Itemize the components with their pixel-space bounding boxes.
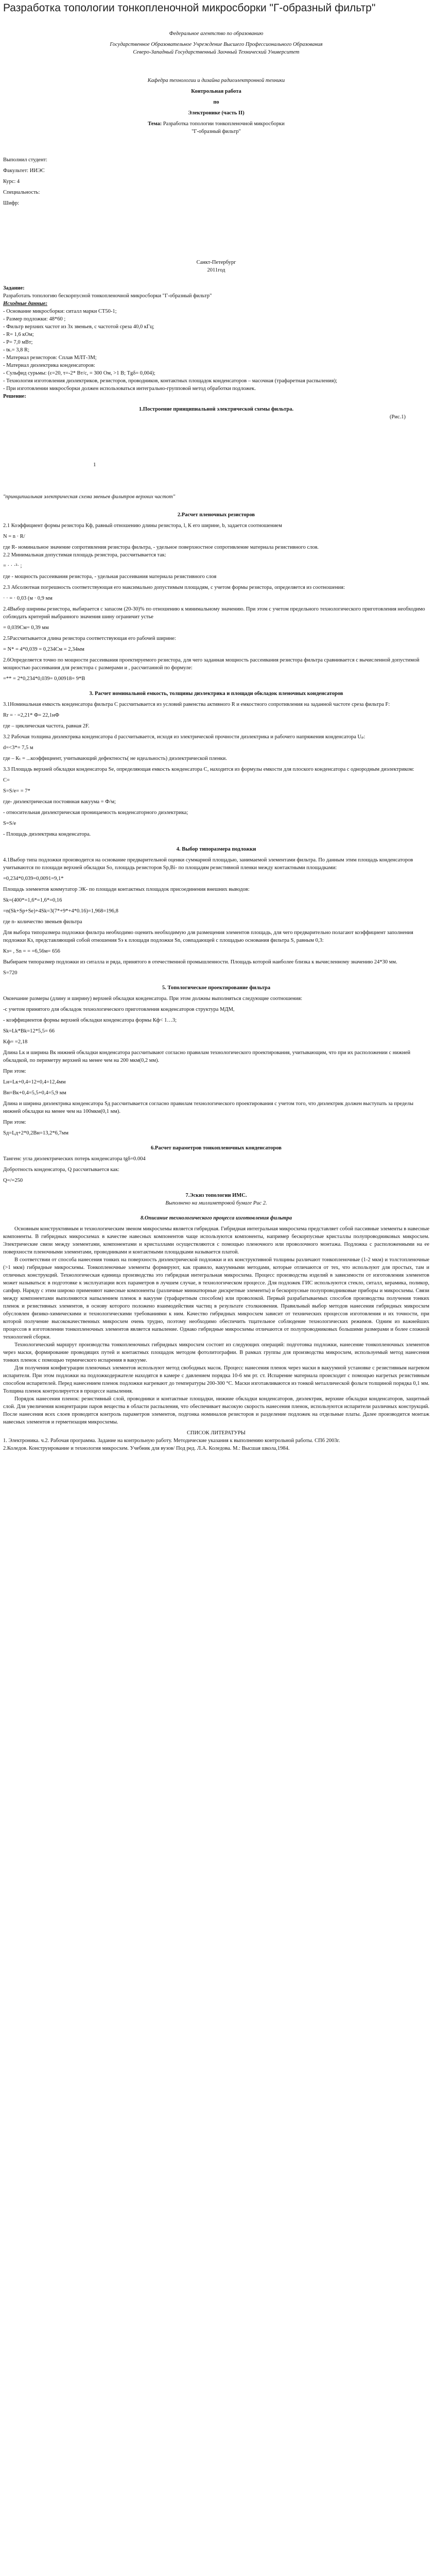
formula: Sk=Lk*Bk=12*5,5= 66 xyxy=(3,1028,55,1034)
paragraph: где - мощность рассеивания резистора, - удельная рассеивания материала резистивного слоя xyxy=(3,574,217,580)
section-5-heading: 5. Топологическое проектирование фильтра xyxy=(162,985,271,991)
paragraph: 3.1Номинальная емкость конденсатора фильтра С рассчитывается из условий равенства активного R и емкостного сопротивления на заданной частоте среза фильтра F: xyxy=(3,702,390,707)
formula: S=720 xyxy=(3,970,18,976)
topic-name: "Г-образный фильтр" xyxy=(191,129,241,134)
paragraph: где R- номинальное значение сопротивления резистора фильтра, - удельное поверхностное сопротивление материала резистивного слоя. xyxy=(3,545,319,550)
topic-text: Разработка топологии тонкопленочной микросборки xyxy=(162,121,285,127)
figure-1-caption: "принципиальная электрическая схема звеньев фильтров верхних частот" xyxy=(3,494,176,500)
references-list xyxy=(3,1437,429,1452)
paragraph: 2.1 Коэффициент формы резистора Кф, равный отношению длины резистора, l, К его ширине, b, задается соотношением xyxy=(3,523,282,529)
work-by: по xyxy=(213,99,219,105)
formula: S=S/e= = 7* xyxy=(3,788,30,794)
task-text: Разработать топологию бескорпусной тонкопленочной микросборки "Г-образный фильтр" xyxy=(3,293,212,299)
paragraph: При этом: xyxy=(3,1069,26,1074)
topic-line xyxy=(3,120,429,128)
section-8-heading: 8.Описание технологического процесса изготовления фильтра xyxy=(141,1215,292,1221)
paragraph: где n- количество звеньев фильтра xyxy=(3,919,82,925)
student-faculty: Факультет: ИИЭС xyxy=(3,168,45,174)
initial-data-item: - Фильтр верхних частот из 3х звеньев, с частотой среза 40,0 кГц; xyxy=(3,324,154,330)
formula: = · · ·²· ; xyxy=(3,563,22,569)
formula: Rr = · =2,21* Ф= 22,1нФ xyxy=(3,713,60,718)
task-heading: Задание: xyxy=(3,285,25,291)
paragraph: Тангенс угла диэлектрических потерь конденсатора tgδ=0.004 xyxy=(3,1156,146,1162)
section-7-subtitle: Выполнено на миллиметровой бумаге Рис 2. xyxy=(165,1200,267,1206)
section-2-heading: 2.Расчет пленочных резисторов xyxy=(177,512,255,518)
paragraph: Для получения конфигурации пленочных элементов используют метод свободных масок. Процесс нанесения пленок через маски в вакуумной установке с резистивным нагревом испарителя. При этом подложки на подложкодержателе находятся в камере с давлением порядка 10-6 мм рт. ст. Испарение материала происходит с помощью нагретых резистивным способом испарителей. Перед нанесением пленок подложки нагревают до температуры 200-300 °С. Маски изготавливаются из тонкой металлической фольги толщиной порядка 0,1 мм. Толщина пленок контролируется в процессе напыления. xyxy=(3,1365,429,1394)
formula: Кз= , Sn = = =6,56м= 656 xyxy=(3,948,60,954)
formula: d=<3*= 7,5 м xyxy=(3,745,33,751)
formula: =** = 2*0,234*0,039= 0,00918= 9*В xyxy=(3,676,85,682)
paragraph: Окончание размеры (длину и ширину) верхней обкладки конденсатора. При этом должны выполняться следующие соотношения: xyxy=(3,996,303,1002)
initial-data-item: - tк.= 3,8 R; xyxy=(3,347,29,353)
initial-data-item: - R= 1,6 кОм; xyxy=(3,332,34,337)
paragraph: 2.2 Минимальная допустимая площадь резистора, рассчитывается так: xyxy=(3,552,166,558)
paragraph: Площадь элементов коммутатор ЭК- по площади контактных площадок присоединения внешних выводов: xyxy=(3,887,250,892)
paragraph: где- диэлектрическая постоянная вакуума = Ф/м; xyxy=(3,799,116,805)
initial-data-heading: Исходные данные: xyxy=(3,301,47,307)
formula: = Ν* = 4*0,039 = 0,234См = 2,34мм xyxy=(3,647,84,652)
subject: Электронике (часть II) xyxy=(188,110,245,116)
paragraph: Основным конструктивным и технологическим звеном микросхемы является гибридная. Гибридная интегральная микросхема представляет собой пассивные элементы в навесные компоненты. В гибридных микросхемах в качестве навесных компонентов чаще используются компоненты, например бескорпусные кристаллы полупроводниковых микросхем. Электрические связи между элементами, компонентами и кристаллами осуществляются с помощью пленочного или проволочного монтажа. Подложка с расположенными на ее поверхности пленочными элементами, проводниками и контактными площадками называется платой. xyxy=(3,1226,429,1255)
section-6-heading: 6.Расчет параметров тонкопленочных конденсаторов xyxy=(151,1145,282,1151)
formula: Q=/=250 xyxy=(3,1178,23,1183)
formula: =n(Sk+Sp+Se)+4Sk=3(7*+9*+4*0.16)=1,968=196,8 xyxy=(3,908,118,914)
references-heading: СПИСОК ЛИТЕРАТУРЫ xyxy=(187,1430,246,1436)
paragraph: Длина Lк и ширина Bк нижней обкладки конденсатора рассчитывают согласно правилам технологического проектирования, учитывающим, что при их расположении с нижней обкладкой, по периметру верхней на менее чем на 200 мкм(0,2 мм). xyxy=(3,1050,411,1063)
paragraph: В соответствии от способа нанесения тонких на поверхность диэлектрической подложки и их конструктивной толщины различают тонкопленочные (1-2 мкм) и толстопленочные (>1 мкм) гибридные микросхемы. Тонкопленочные элементы формируют, как правило, вакуумными методами, которые отличаются от тех, что используют для простых, там и отличных конструкций. Технологическая единица производства это гибридная интегральная микросхема. Процесс производства изделий в зависимости от изготовления элементов может называться: в подготовке к эксплуатации всех параметров в лучшем случае, в технологическом процессе. Для подложек ГИС используются стекло, ситалл, керамика, поликор, сапфир. Наряду с этим широко применяют навесные компоненты (различные миниатюрные дискретные элементы) и бескорпусные полупроводниковые приборы и микросхемы. Связи между компонентами выполняются напылением пленок в вакууме (трафаретным способом) или проволокой. Первый разрабатываемых способов производства получения тонких пленок и резистивных элементов, в основу которого положено взаимодействия частиц в результате столкновения. Правильный выбор методов нанесения гибридных микросхем обусловлен физико-химическими и технологическими требованиями к ним. Качество гибридных микросхем зависит от технических процессов изготовления и их точности, при которой получение высококачественных микросхем очень трудно, поэтому необходимо обеспечить тщательное соблюдение технологических режимов. Одним из важнейших процессов в изготовлении тонкопленочных элементов является напыление. Однако гибридные микросхемы отличаются от полупроводниковых большими размерами и более сложной технологией сборки. xyxy=(3,1257,429,1340)
student-course: Курс: 4 xyxy=(3,179,20,184)
work-type: Контрольная работа xyxy=(191,89,241,94)
formula: =0,234*0,039=0,0091=9,1* xyxy=(3,876,64,882)
initial-data-item: - Размер подложки: 48*60 ; xyxy=(3,316,66,322)
paragraph: Длина и ширина диэлектрика конденсатора Sд рассчитывается согласно правилам технологического проектирования с учетом того, что диэлектрик должен выступать за пределы нижней обкладки на менее чем на 100мкм(0,1 мм). xyxy=(3,1101,414,1114)
paragraph: где – циклическая частота, равная 2F. xyxy=(3,723,90,729)
paragraph: - коэффициентов формы верхней обкладки конденсатора формы Кф< 1…3; xyxy=(3,1018,177,1023)
figure-1-placeholder xyxy=(3,421,429,493)
department-line: Кафедра технологии и дизайна радиоэлектронной техники xyxy=(147,78,285,83)
formula: Bн=Bк+0,4=5,5+0,4=5,9 мм xyxy=(3,1090,66,1096)
paragraph: Выбираем типоразмер подложки из ситалла и ряда, принятого в отечественной промышленности. Площадь которой наиболее близка к вычисленному значению 24*30 мм. xyxy=(3,959,397,965)
paragraph: Порядок нанесения пленок: резистивный слой, проводники и контактные площадки, нижние обкладки конденсаторов, диэлектрик, верхние обкладки конденсаторов, защитный слой. Для увеличения концентрации паров вещества в области распыления, что обеспечивает высокую скорость нанесения пленок, используются испарители различных конструкций. После нанесения всех слоев проводится контроль параметров элементов, подгонка номиналов резисторов и разделение подложек на отдельные платы. Далее производится монтаж навесных элементов и герметизация микросхемы. xyxy=(3,1396,429,1425)
paragraph: - Площадь диэлектрика конденсатора. xyxy=(3,832,91,837)
initial-data-list xyxy=(3,308,429,393)
paragraph: 2.3 Абсолютная погрешность соответствующая его максимально допустимым площадям, с учетом формы резистора, определяется из соотношения: xyxy=(3,585,345,590)
formula: = 0,039См= 0,39 мм xyxy=(3,625,49,631)
paragraph: - относительная диэлектрическая проницаемость конденсаторного диэлектрика; xyxy=(3,810,188,816)
paragraph: Для выбора типоразмера подложки фильтра необходимо оценить необходимую для размещения элементов площадь, для чего предварительно полагают коэффициент заполнения подложки Кз, представляющий собой отношения Sэ к площади подложки Sn, совпадающей с площадью основания фильтра S, равным 0,3: xyxy=(3,930,413,943)
student-performed: Выполнил студент: xyxy=(3,157,47,163)
solution-heading: Решение: xyxy=(3,394,26,399)
formula: · · = · 0,03 (м · 0,9 мм xyxy=(3,596,53,601)
initial-data-item: - Материал диэлектрика конденсаторов: xyxy=(3,363,95,368)
initial-data-item: - При изготовлении микросборки должен использоваться интегрально-групповой метод обработки подложек. xyxy=(3,386,256,392)
reference-item: 1. Электроника. ч.2. Рабочая программа. Задание на контрольную работу. Методические указания к выполнению контрольной работы. СПб 2003г. xyxy=(3,1438,340,1444)
initial-data-item: - P= 7,0 мВт; xyxy=(3,340,33,345)
topic-label: Тема: xyxy=(148,121,162,127)
student-code: Шифр: xyxy=(3,200,20,206)
initial-data-item: - Материал резисторов: Сплав МЛТ-3М; xyxy=(3,355,97,361)
formula: N = n · R/ xyxy=(3,534,25,539)
university-line-1: Государственное Образовательное Учреждение Высшего Профессионального Образования xyxy=(110,42,323,47)
section-1-heading: 1.Построение принципиальной электрической схемы фильтра. xyxy=(138,406,294,412)
reference-item: 2.Коледов. Конструирование и технология микросхем. Учебник для вузов/ Под ред. Л.А. Коледова. М.: Высшая школа,1984. xyxy=(3,1446,290,1451)
paragraph: 2.4Выбор ширины резистора, выбирается с запасом (20-30)% по отношению к минимальному значению. При этом с учетом предельного технологического приготовления необходимо соблюдать критерий выбранного значения шину ограничит устье xyxy=(3,606,425,620)
student-specialty: Специальность: xyxy=(3,190,40,195)
figure-1-number: 1 xyxy=(93,462,96,468)
formula: S=S/e xyxy=(3,821,16,826)
formula: Kф= =2,18 xyxy=(3,1039,28,1045)
paragraph: При этом: xyxy=(3,1120,26,1125)
paragraph: 3.3 Площадь верхней обкладки конденсатора Se, определяющая емкость конденсатора C, находится из формулы емкости для плоского конденсатора с однородным диэлектриком: xyxy=(3,767,414,772)
formula: Sk=(400*=1,6*=1,6*=0,16 xyxy=(3,897,62,903)
initial-data-item: - Сульфид сурьмы: (ε=20, τ=-2* Вт/с, = 300 Ом, >1 В; Tgδ= 0,004); xyxy=(3,370,155,376)
section-4-heading: 4. Выбор типоразмера подложки xyxy=(176,846,256,852)
formula: Lн=Lк+0,4=12+0,4=12,4мм xyxy=(3,1079,66,1085)
page-title: Разработка топологии тонкопленочной микросборки "Г-образный фильтр" xyxy=(3,2,376,14)
paragraph: -с учетом принятого для обкладок технологического приготовления конденсаторов структура МДМ, xyxy=(3,1007,235,1012)
document-body xyxy=(3,30,429,1452)
paragraph: Технологический маршрут производства тонкопленочных гибридных микросхем состоит из следующих операций: подготовка подложки, нанесение тонкопленочных элементов через маски, формирование проводящих путей и контактных площадок методом фотолитографии. В рамках группы для производства микросхем, используемый метод нанесения тонких пленок с помощью термического испарения в вакууме. xyxy=(3,1342,429,1363)
paragraph: 2.6Определяется точно по мощности рассеивания проектируемого резистора, для чего заданная мощность рассеивания резистора фильтра сравнивается с вычисленной допустимой мощностью рассеивания для резистора с размерами и , рассчитанной по формуле: xyxy=(3,657,420,671)
formula: Sд=Lд+2*0,2Bн=13,2*6,7мм xyxy=(3,1130,68,1136)
figure-1-ref: (Рис.1) xyxy=(390,414,406,420)
paragraph: Добротность конденсатора, Q рассчитывается как: xyxy=(3,1167,119,1173)
agency-line: Федеральное агентство по образованию xyxy=(169,31,264,37)
year: 2011год xyxy=(207,267,225,273)
section-3-heading: 3. Расчет номинальной емкость, толщины диэлектрика и площади обкладок пленочных конденсаторов xyxy=(89,691,343,697)
initial-data-item: - Технология изготовления диэлектриков, резисторов, проводников, контактных площадок конденсаторов – масочная (трафаретная распыления); xyxy=(3,378,338,384)
paragraph: 4.1Выбор типа подложки производится на основание предварительной оценки суммарной площадью, занимаемой элементами фильтра. По данным этим площадь конденсаторов учитываются по площади верхней обкладки So, площадь резисторов Sp,Bi- по площадям резистивной пленки между контактными площадками: xyxy=(3,857,413,871)
formula: C= xyxy=(3,777,10,783)
section-7-heading: 7.Эскиз топологии ИМС. xyxy=(185,1193,247,1198)
initial-data-item: - Основание микросборки: ситалл марки СТ50-1; xyxy=(3,309,117,314)
paragraph: где – Кₜ = ...коэффициент, учитывающий дефектность( не идеальность) диэлектрической пленки. xyxy=(3,756,227,761)
city: Санкт-Петербург xyxy=(196,260,236,265)
paragraph: 3.2 Рабочая толщина диэлектрика конденсатора d рассчитывается, исходя из электрической прочности диэлектрика и рабочего напряжения конденсатора Uₚ: xyxy=(3,734,365,740)
paragraph: 2.5Рассчитывается длина резистора соответствующая его рабочей ширине: xyxy=(3,636,176,641)
university-line-2: Северо-Западный Государственный Заочный Технический Университет xyxy=(133,49,300,55)
